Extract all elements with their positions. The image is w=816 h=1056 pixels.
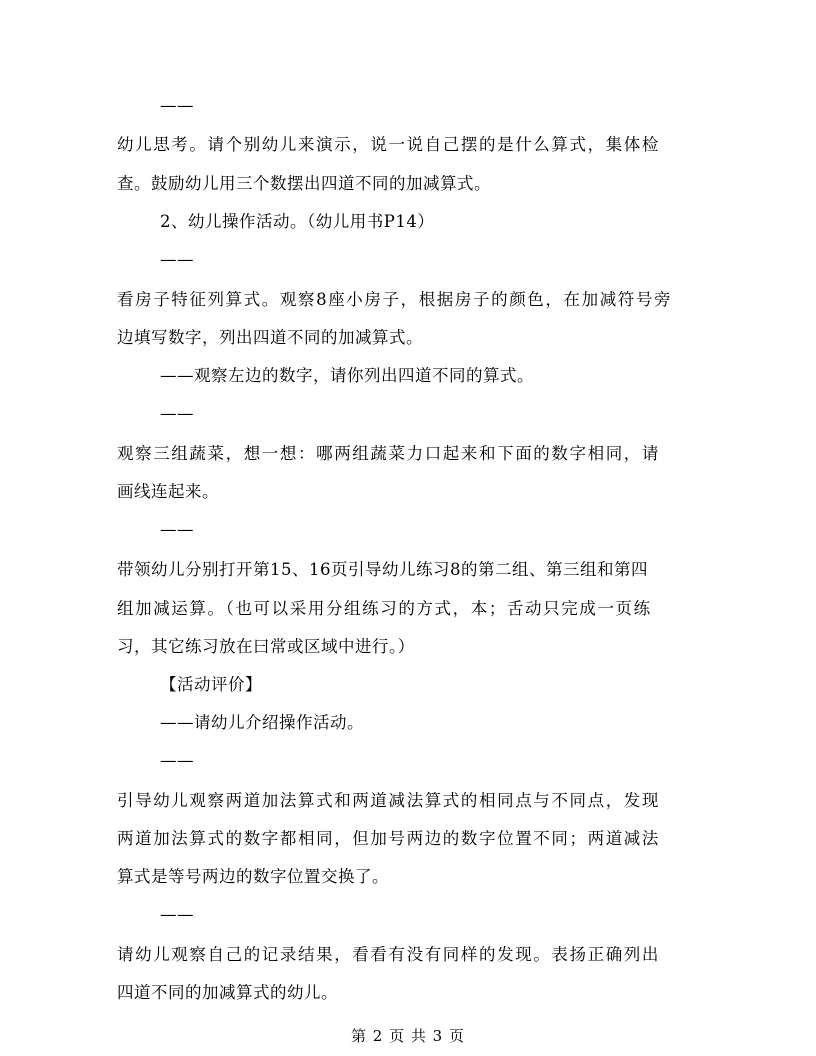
text-line: 习，其它练习放在曰常或区域中进行。） (117, 637, 415, 656)
text-line: 画线连起来。 (117, 482, 219, 501)
text-line: 带领幼儿分别打开第15、16页引导幼儿练习8的第二组、第三组和第四 (117, 560, 648, 579)
text-line: 边填写数字，列出四道不同的加减算式。 (117, 328, 423, 347)
section-heading: 【活动评价】 (160, 675, 262, 694)
page-number: 第 2 页 共 3 页 (351, 1027, 465, 1045)
text-line: 算式是等号两边的数字位置交换了。 (117, 867, 389, 886)
text-line: —— (160, 250, 194, 269)
text-line: 引导幼儿观察两道加法算式和两道减法算式的相同点与不同点，发现 (117, 791, 660, 810)
text-line: 观察三组蔬菜，想一想：哪两组蔬菜力口起来和下面的数字相同，请 (117, 444, 660, 463)
text-line: —— (160, 905, 194, 924)
text-line: 2、幼儿操作活动。（幼儿用书P14） (160, 212, 435, 231)
text-line: —— (160, 520, 194, 539)
text-line: —— (160, 96, 194, 115)
text-line: 两道加法算式的数字都相同，但加号两边的数字位置不同；两道减法 (117, 829, 660, 848)
text-line: 请幼儿观察自己的记录结果，看看有没有同样的发现。表扬正确列出 (117, 945, 660, 964)
text-line: 看房子特征列算式。观察8座小房子，根据房子的颜色，在加减符号旁 (117, 290, 673, 309)
text-line: 查。鼓励幼儿用三个数摆出四道不同的加减算式。 (117, 174, 491, 193)
text-line: ——观察左边的数字，请你列出四道不同的算式。 (160, 366, 534, 385)
text-line: 组加减运算。（也可以采用分组练习的方式，本；舌动只完成一页练 (117, 599, 652, 618)
text-line: —— (160, 751, 194, 770)
text-line: 四道不同的加减算式的幼儿。 (117, 983, 338, 1002)
text-line: —— (160, 404, 194, 423)
text-line: 幼儿思考。请个别幼儿来演示，说一说自己摆的是什么算式，集体检 (117, 135, 660, 154)
text-line: ——请幼儿介绍操作活动。 (160, 713, 364, 732)
